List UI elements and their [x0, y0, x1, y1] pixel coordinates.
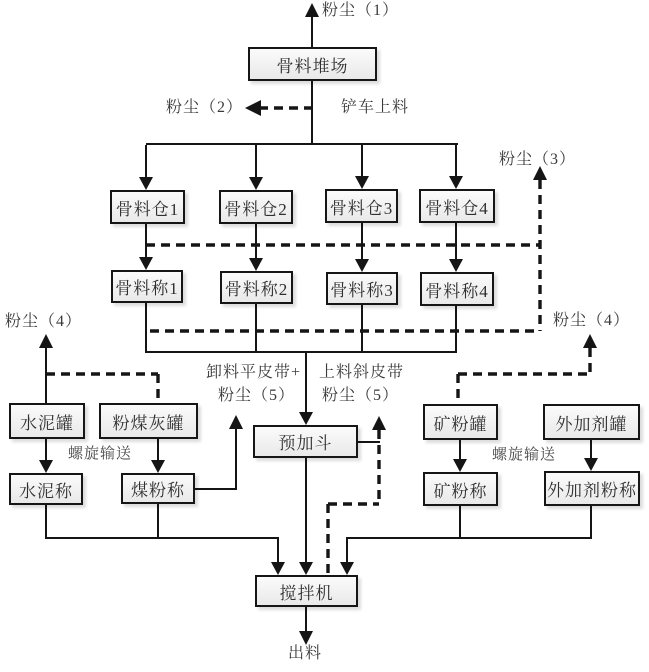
node-aggregate-scale-1 [111, 270, 183, 303]
label-dust-1: 粉尘（1） [322, 2, 400, 19]
node-aggregate-scale-3-label: 骨料称3 [330, 281, 394, 300]
label-discharge: 出料 [288, 645, 323, 662]
node-mineral-powder-tank-label: 矿粉罐 [433, 414, 488, 434]
node-admixture-tank [543, 404, 640, 440]
node-fly-ash-tank-label: 粉煤灰罐 [112, 413, 185, 433]
node-aggregate-bin-4-label: 骨料仓4 [425, 198, 489, 218]
node-pre-feed-hopper [253, 425, 358, 458]
node-admixture-tank-label: 外加剂罐 [555, 414, 628, 434]
node-coal-powder-scale [121, 473, 195, 504]
node-aggregate-scale-2-label: 骨料称2 [224, 280, 289, 299]
node-aggregate-bin-3 [325, 189, 398, 223]
node-aggregate-bin-1-label: 骨料仓1 [115, 199, 180, 219]
arrowhead-down-scale1 [139, 257, 153, 270]
label-dust-3: 粉尘（3） [499, 151, 577, 168]
label-dust-4-right: 粉尘（4） [553, 312, 631, 329]
arrowhead-down-scale4 [449, 259, 463, 272]
node-cement-tank-label: 水泥罐 [20, 413, 74, 433]
label-unload-flat-belt: 卸料平皮带+ [206, 364, 302, 381]
arrowhead-down-bin3 [355, 176, 369, 189]
arrowhead-down-prehopper [299, 412, 313, 425]
arrowhead-up-dust1 [305, 3, 319, 17]
arrowhead-down-cement-scale [39, 460, 53, 473]
arrowhead-up-dust4-right [583, 334, 597, 348]
arrowhead-down-mixer-left [271, 562, 285, 575]
node-aggregate-scale-4 [420, 272, 494, 306]
node-cement-scale-label: 水泥称 [19, 481, 73, 501]
arrowhead-up-dust5-left [229, 415, 243, 429]
arrowhead-up-dust5-right [372, 416, 386, 430]
label-dust-5-left: 粉尘（5） [218, 387, 296, 404]
node-aggregate-yard-label: 骨料堆场 [276, 56, 349, 76]
node-aggregate-bin-3-label: 骨料仓3 [329, 198, 394, 218]
arrowhead-left-dust2 [245, 100, 261, 116]
label-screw-conveyor-right: 螺旋输送 [492, 447, 557, 463]
node-mineral-powder-scale-label: 矿粉称 [433, 481, 488, 501]
label-loader-feeding: 铲车上料 [341, 99, 410, 116]
node-aggregate-bin-2 [219, 190, 293, 224]
label-dust-4-left: 粉尘（4） [5, 313, 83, 330]
node-admixture-powder-scale-label: 外加剂粉称 [547, 481, 637, 500]
arrowhead-down-scale2 [249, 258, 263, 271]
node-mineral-powder-tank [423, 404, 498, 440]
node-mineral-powder-scale [423, 472, 498, 506]
arrowhead-down-admixture-scale [584, 458, 598, 471]
arrowhead-down-mixer-right [340, 562, 354, 575]
label-dust-5-right: 粉尘（5） [322, 387, 400, 404]
arrowhead-down-mixer-center [299, 562, 313, 575]
label-dust-2: 粉尘（2） [166, 99, 244, 116]
node-aggregate-bin-1 [110, 190, 185, 224]
node-aggregate-scale-4-label: 骨料称4 [425, 281, 489, 301]
arrowhead-down-bin2 [249, 177, 263, 190]
arrowhead-down-coal-scale [151, 460, 165, 473]
node-mixer [255, 575, 358, 607]
node-aggregate-yard [248, 47, 377, 81]
node-admixture-powder-scale [544, 471, 640, 506]
arrowhead-up-dust4-left [39, 334, 53, 348]
node-coal-powder-scale-label: 煤粉称 [131, 481, 185, 500]
node-aggregate-bin-4 [419, 189, 495, 223]
arrowhead-down-bin1 [139, 177, 153, 190]
node-aggregate-scale-3 [326, 272, 398, 305]
node-aggregate-scale-1-label: 骨料称1 [115, 279, 179, 298]
arrowhead-down-scale3 [355, 259, 369, 272]
arrowhead-down-mineral-scale [453, 459, 467, 472]
node-aggregate-scale-2 [220, 271, 293, 304]
label-feed-incline-belt: 上料斜皮带 [319, 364, 405, 381]
node-fly-ash-tank [99, 403, 198, 439]
label-screw-conveyor-left: 螺旋输送 [68, 446, 133, 462]
arrowhead-down-bin4 [449, 176, 463, 189]
node-pre-feed-hopper-label: 预加斗 [278, 434, 333, 453]
node-cement-tank [9, 403, 85, 439]
node-aggregate-bin-2-label: 骨料仓2 [224, 199, 288, 219]
node-mixer-label: 搅拌机 [279, 583, 334, 603]
node-cement-scale [9, 473, 83, 505]
arrowhead-down-discharge [299, 631, 313, 645]
